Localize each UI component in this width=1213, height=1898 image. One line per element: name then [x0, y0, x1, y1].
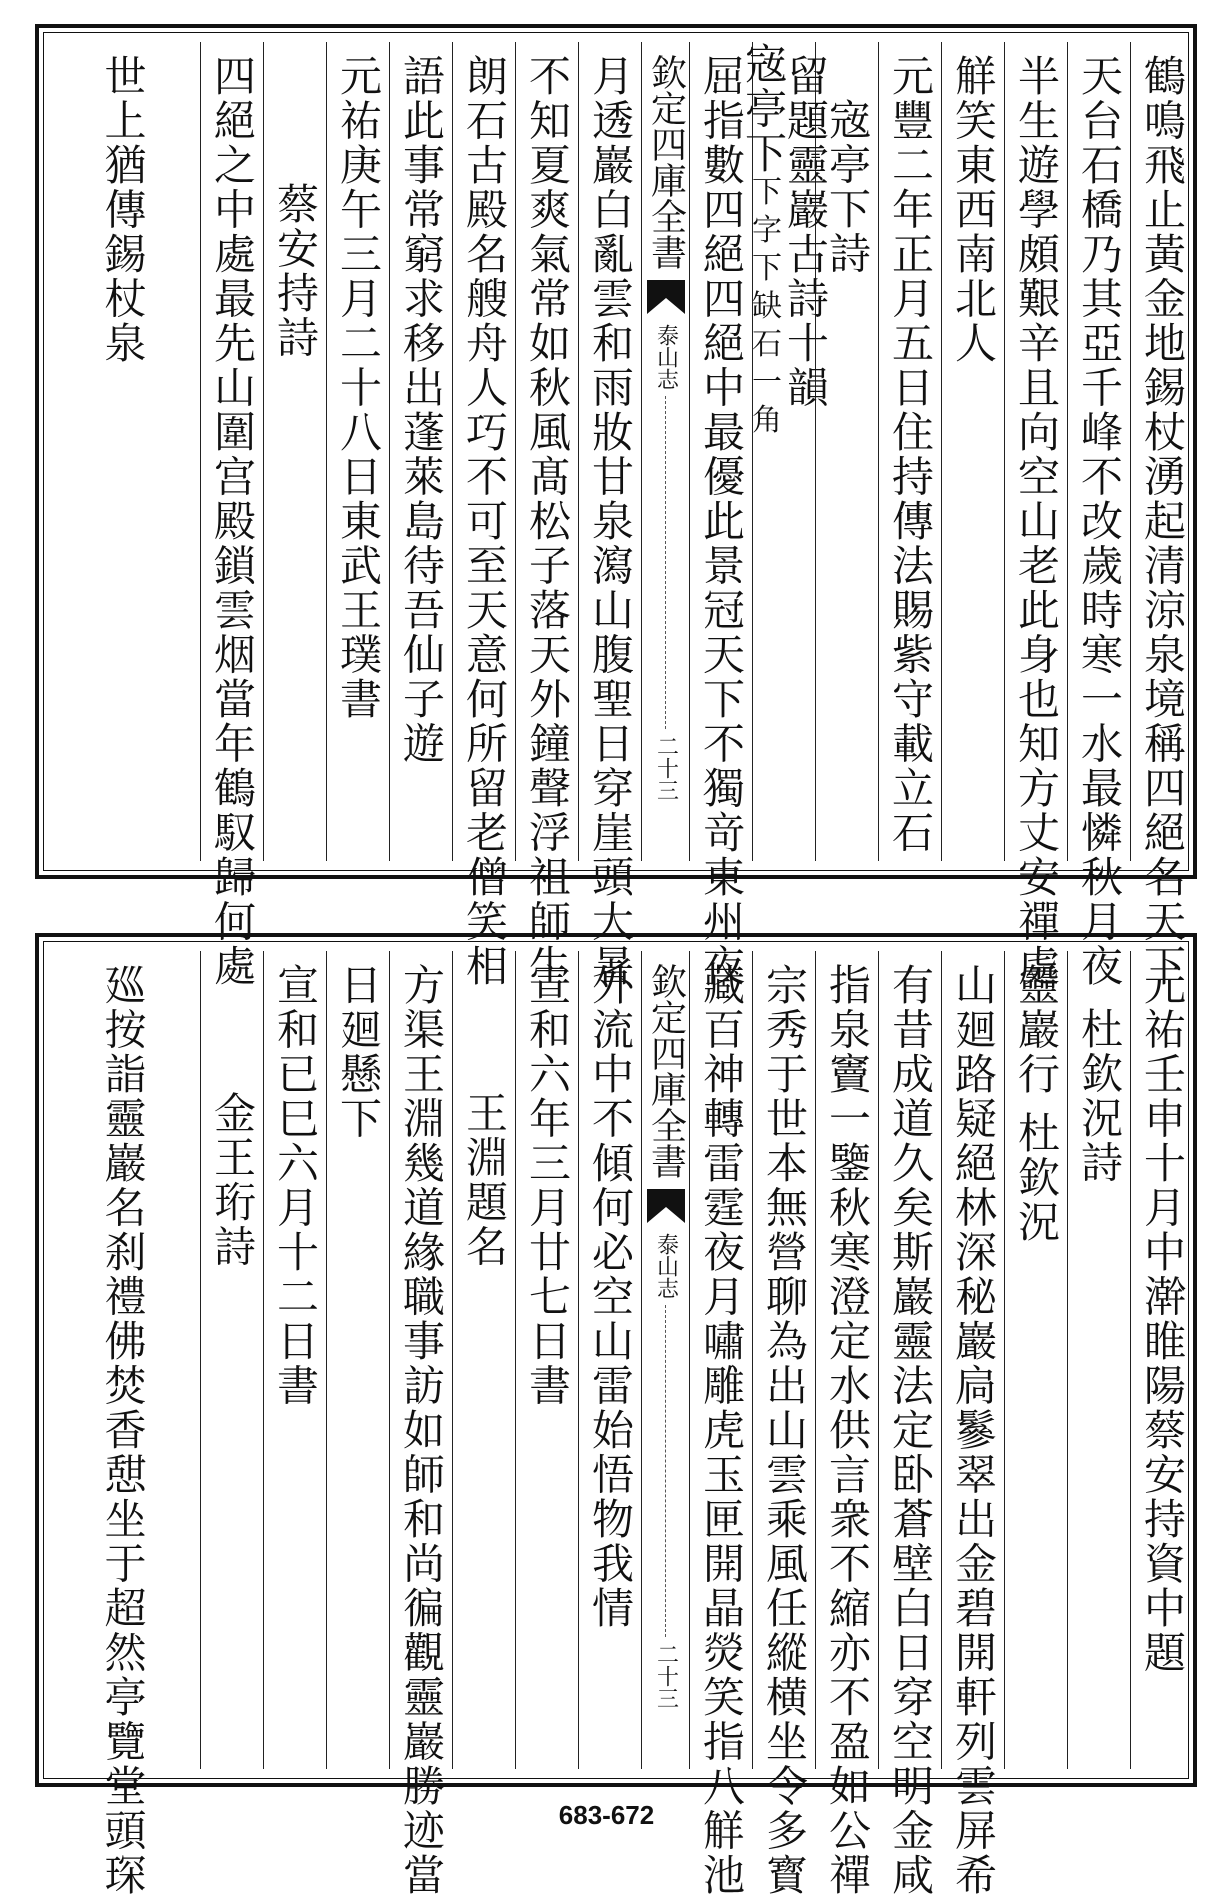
column-text: 元祐庚午三月二十八日東武王璞書	[334, 54, 383, 722]
text-column	[200, 42, 263, 989]
text-column	[1004, 951, 1067, 1769]
top-page-panel	[35, 24, 1197, 989]
text-column	[941, 951, 1004, 1898]
text-column	[1130, 951, 1193, 1769]
text-column	[815, 951, 878, 1898]
book-title: 泰山志	[653, 1233, 679, 1299]
column-text: 天台石橋乃其亞千峰不改歲時寒一水最憐秋月夜	[1075, 54, 1124, 989]
column-text: 日廻懸下	[334, 963, 383, 1141]
column-text: 留題靈巖古詩十韻	[781, 54, 830, 410]
text-column	[689, 951, 752, 1898]
column-text: 蔡安持詩	[271, 182, 320, 360]
text-column	[326, 42, 389, 861]
page-number: 二十三	[653, 735, 679, 801]
page-number: 二十三	[653, 1643, 679, 1709]
column-text: 杜欽況詩	[1075, 1007, 1124, 1185]
column-text: 朗石古殿名艘舟人巧不可至天意何所留老僧笑相	[460, 54, 509, 989]
column-text: 世上猶傳錫杖泉	[98, 54, 148, 366]
column-text: 藏百神轉雷霆夜月嘯雕虎玉匣開晶熒笑指八觧池	[697, 963, 746, 1898]
book-header: 欽定四庫全書	[645, 963, 687, 1179]
column-text: 宣和六年三月廿七日書	[523, 963, 572, 1408]
column-text: 指泉竇一鑒秋寒澄定水供言衆不縮亦不盈如公禪	[823, 963, 872, 1898]
column-text: 廵按詣靈巖名刹禮佛焚香憇坐于超然亭覽堂頭琛	[98, 963, 148, 1898]
column-text: 元祐壬申十月中澣睢陽蔡安持資中題	[1138, 963, 1187, 1675]
column-text: 元豐二年正月五日住持傳法賜紫守載立石	[886, 54, 935, 855]
text-column	[1067, 951, 1130, 1769]
text-column	[452, 42, 515, 989]
book-title: 泰山志	[653, 324, 679, 390]
fishtail-mark-icon	[647, 280, 685, 318]
text-column	[752, 951, 815, 1898]
text-column	[1067, 42, 1130, 989]
column-text	[1012, 951, 1061, 1769]
column-text: 半生遊學頗艱辛且向空山老此身也知方丈安禪處	[1012, 54, 1061, 989]
fold-line	[665, 1305, 666, 1637]
column-text: 四絕之中處最先山圍宫殿鎖雲烟當年鶴馭歸何處	[208, 54, 257, 989]
poem-title: 靈巖行	[1012, 963, 1061, 1097]
text-column	[1004, 42, 1067, 989]
column-text: 金王珩詩	[208, 1091, 257, 1269]
column-text: 王淵題名	[460, 1091, 509, 1269]
page-footer-number: 683-672	[558, 1800, 655, 1830]
note-author: 宼亭下	[739, 42, 788, 176]
column-text: 宼亭下詩	[823, 98, 872, 276]
poem-author: 杜欽況	[1012, 1110, 1061, 1244]
column-text: 觧笑東西南北人	[949, 54, 998, 366]
column-text: 方渠王淵幾道緣職事訪如師和尚徧觀靈巖勝迹當	[397, 963, 446, 1898]
column-text: 宣和已巳六月十二日書	[271, 963, 320, 1408]
text-column	[45, 951, 200, 1898]
text-column	[263, 42, 326, 861]
column-text: 山廻路疑絕林深秘巖扃鬖翠出金碧開軒列雲屏希	[949, 963, 998, 1898]
column-text: 語此事常窮求移出蓬萊島待吾仙子遊	[397, 54, 446, 766]
column-text: 鶴鳴飛止黃金地錫杖湧起清涼泉境稱四絕名天下	[1138, 54, 1187, 989]
text-column	[515, 42, 578, 989]
column-text: 宗秀于世本無營聊為出山雲乘風任縱横坐令多寳	[760, 963, 809, 1898]
text-column	[878, 42, 941, 861]
column-text: 屈指數四絕四絕中最優此景冠天下不獨竒東州夜	[697, 54, 746, 989]
text-column	[578, 951, 641, 1769]
fold-line	[665, 396, 666, 729]
fishtail-mark-icon	[647, 1189, 685, 1227]
text-column	[1130, 42, 1193, 989]
column-text: 月透巖白亂雲和雨妝甘泉瀉山腹聖日穿崖頭大暑	[586, 54, 635, 989]
text-column	[263, 951, 326, 1769]
text-column	[389, 42, 452, 861]
text-column	[452, 951, 515, 1769]
text-column	[389, 951, 452, 1898]
text-column	[689, 42, 752, 989]
note-small: 下字下缺石一角	[746, 175, 781, 442]
text-column	[45, 42, 200, 861]
book-header: 欽定四庫全書	[645, 54, 687, 270]
center-fold-column	[641, 951, 689, 1769]
center-fold-column	[641, 42, 689, 861]
text-column	[739, 42, 830, 861]
text-column	[941, 42, 1004, 861]
text-column	[326, 951, 389, 1769]
text-column	[515, 951, 578, 1769]
column-text: 有昔成道久矣斯巖靈法定卧蒼壁白日穿空明金咸	[886, 963, 935, 1898]
text-column	[578, 42, 641, 989]
column-text: 外流中不傾何必空山雷始悟物我情	[586, 963, 635, 1631]
text-column	[878, 951, 941, 1898]
column-text: 不知夏爽氣常如秋風髙松子落天外鐘聲浮祖師生	[523, 54, 572, 989]
text-column	[200, 951, 263, 1769]
